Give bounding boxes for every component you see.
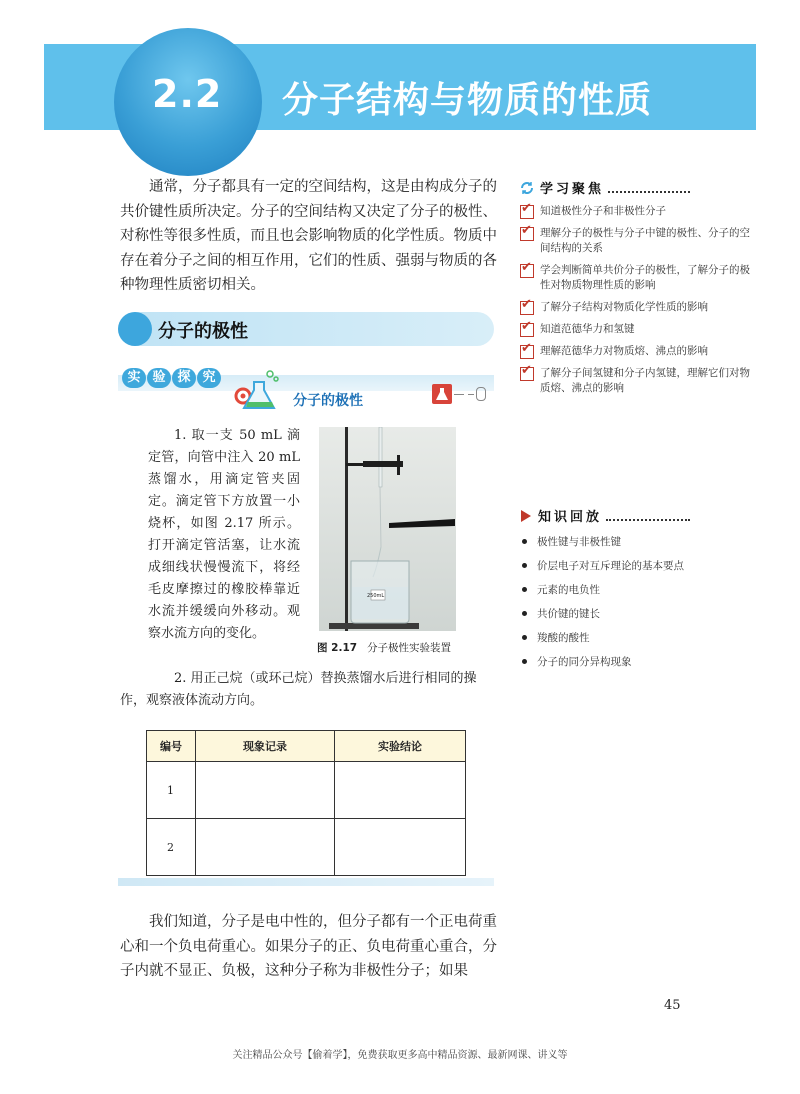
table-cell-conclusion[interactable] (335, 762, 466, 819)
checkbox-icon (520, 367, 534, 381)
review-item: 价层电子对互斥理论的基本要点 (520, 558, 760, 573)
bullet-icon (522, 563, 527, 568)
learning-focus-title: 学习聚焦 (540, 182, 605, 197)
table-cell-id: 1 (147, 762, 196, 819)
table-cell-id: 2 (147, 819, 196, 876)
section-heading: 分子的极性 (158, 321, 248, 342)
knowledge-review-panel (520, 506, 760, 669)
focus-item: ✔ 了解分子间氢键和分子内氢键，理解它们对物质熔、沸点的影响 (520, 366, 760, 396)
table-cell-record[interactable] (196, 819, 335, 876)
section-title: 分子结构与物质的性质 (282, 80, 653, 121)
knowledge-review-title: 知识回放 (538, 510, 603, 525)
experiment-step-1: 1. 取一支 50 mL 滴定管，向管中注入 20 mL 蒸馏水，用滴定管夹固定。滴定管下方放置一小烧杯，如图 2.17 所示。打开滴定管活塞，让水流成细线状慢慢流下，将经毛皮摩擦过的橡胶棒靠近水流并缓缓向外移动。观察水流方向的变化。 (148, 428, 300, 641)
bullet-icon (522, 611, 527, 616)
figure-caption: 图 2.17 分子极性实验装置 (317, 642, 452, 654)
experiment-bottom-band (118, 878, 494, 886)
review-item: 极性键与非极性键 (520, 534, 760, 549)
intro-paragraph: 通常，分子都具有一定的空间结构，这是由构成分子的共价键性质所决定。分子的空间结构又决定了分子的极性、对称性等很多性质，而且也会影响物质的化学性质。物质中存在着分子之间的相互作用，它们的性质、强弱与物质的各种物理性质密切相关。 (120, 179, 497, 293)
flask-icon (432, 384, 452, 404)
learning-focus-header (520, 178, 760, 197)
checkbox-icon (520, 227, 534, 241)
bullet-icon (522, 539, 527, 544)
experiment-type-icons (432, 384, 486, 404)
table-row (147, 819, 466, 876)
experiment-title: 分子的极性 (293, 393, 363, 409)
section-number: 2.2 (152, 72, 223, 116)
play-triangle-icon (520, 510, 532, 522)
experiment-label: 实 验 探 究 (122, 368, 222, 388)
learning-focus-panel (520, 178, 760, 396)
table-cell-conclusion[interactable] (335, 819, 466, 876)
checkbox-icon (520, 205, 534, 219)
checkbox-icon (520, 301, 534, 315)
beaker-label: 250mL (367, 593, 385, 599)
experiment-photo (319, 427, 456, 631)
learning-focus-list (520, 204, 760, 396)
knowledge-review-header (520, 506, 760, 525)
body-paragraph: 我们知道，分子是电中性的，但分子都有一个正电荷重心和一个负电荷重心。如果分子的正、负电荷重心重合，分子内就不显正、负极，这种分子称为非极性分子；如果 (120, 914, 497, 979)
focus-item: ✔ 理解范德华力对物质熔、沸点的影响 (520, 344, 760, 359)
refresh-icon (520, 181, 534, 195)
table-header-cell: 编号 (147, 731, 196, 762)
review-item: 羧酸的酸性 (520, 630, 760, 645)
flask-gear-icon (232, 368, 282, 414)
experiment-record-table (146, 730, 466, 876)
review-item: 共价键的键长 (520, 606, 760, 621)
bullet-icon (522, 635, 527, 640)
bullet-icon (522, 659, 527, 664)
table-header-cell: 实验结论 (335, 731, 466, 762)
review-item: 分子的同分异构现象 (520, 654, 760, 669)
focus-item: ✔ 学会判断简单共价分子的极性，了解分子的极性对物质物理性质的影响 (520, 263, 760, 293)
focus-item: ✔ 理解分子的极性与分子中键的极性、分子的空间结构的关系 (520, 226, 760, 256)
footer-note: 关注精品公众号【偷着学】，免费获取更多高中精品资源、最新网课、讲义等 (232, 1050, 568, 1061)
table-row (147, 762, 466, 819)
focus-item: ✔ 知道极性分子和非极性分子 (520, 204, 760, 219)
focus-item: ✔ 知道范德华力和氢键 (520, 322, 760, 337)
mouse-icon (476, 387, 486, 401)
checkbox-icon (520, 345, 534, 359)
review-item: 元素的电负性 (520, 582, 760, 597)
checkbox-icon (520, 323, 534, 337)
experiment-step-2: 2. 用正己烷（或环己烷）替换蒸馏水后进行相同的操作，观察液体流动方向。 (120, 671, 477, 708)
focus-item: ✔ 了解分子结构对物质化学性质的影响 (520, 300, 760, 315)
table-header-row (147, 731, 466, 762)
checkbox-icon (520, 264, 534, 278)
knowledge-review-list (520, 534, 760, 669)
table-header-cell: 现象记录 (196, 731, 335, 762)
table-cell-record[interactable] (196, 762, 335, 819)
page-number: 45 (664, 998, 681, 1013)
bullet-icon (522, 587, 527, 592)
